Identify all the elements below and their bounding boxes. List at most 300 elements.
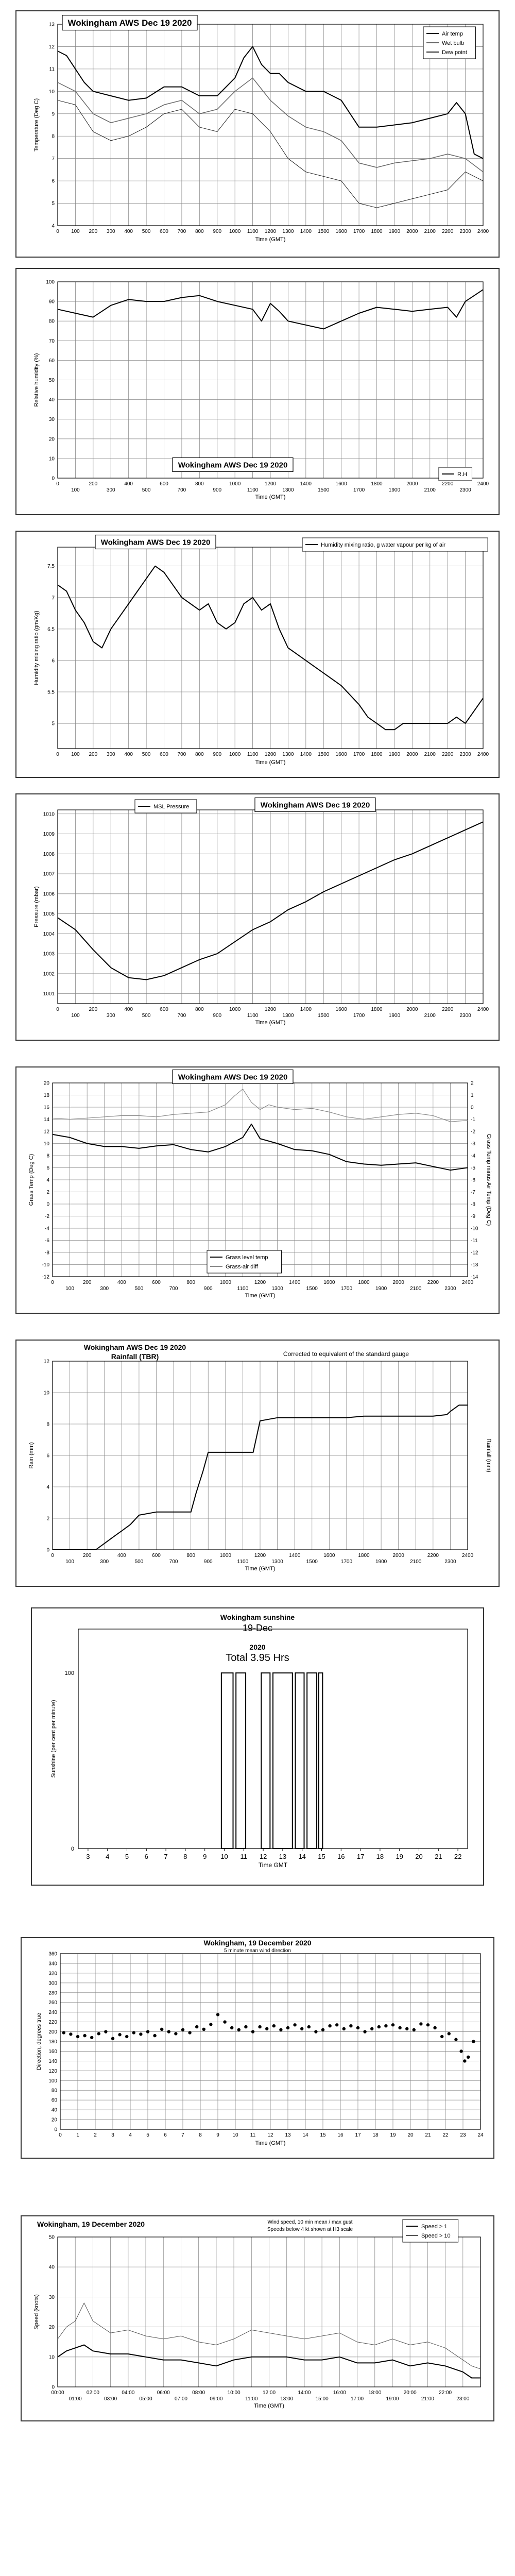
x-tick-label: 2 bbox=[94, 2132, 97, 2138]
x-axis-label: Time (GMT) bbox=[255, 1020, 286, 1026]
x-tick-label: 200 bbox=[89, 1007, 98, 1012]
x-tick-label: 03:00 bbox=[104, 2396, 117, 2402]
y-tick-label: 4 bbox=[46, 1177, 49, 1183]
wind-direction-point bbox=[202, 2028, 205, 2031]
y-axis-label: Direction, degrees true bbox=[36, 2012, 42, 2071]
wind-direction-point bbox=[167, 2030, 170, 2033]
y-tick-label: 5 bbox=[52, 721, 55, 727]
x-tick-label: 1100 bbox=[247, 487, 259, 493]
y-tick-label: 1001 bbox=[43, 991, 55, 997]
x-axis-label: Time (GMT) bbox=[245, 1566, 276, 1572]
y-tick-label: 2 bbox=[46, 1190, 49, 1195]
x-tick-label: 0 bbox=[56, 229, 59, 234]
x-tick-label: 900 bbox=[213, 487, 222, 493]
x-tick-label: 2400 bbox=[477, 481, 489, 487]
y-tick-label: 20 bbox=[51, 2117, 57, 2123]
wind-direction-point bbox=[286, 2026, 289, 2029]
x-tick-label: 300 bbox=[100, 1286, 109, 1292]
x-tick-label: 800 bbox=[195, 752, 204, 757]
y-tick-label: 160 bbox=[48, 2048, 57, 2055]
chart-temperature bbox=[15, 10, 500, 258]
x-tick-label: 1500 bbox=[318, 229, 330, 234]
x-tick-label: 2000 bbox=[392, 1280, 404, 1285]
y-tick-label: 6 bbox=[52, 178, 55, 184]
x-tick-label: 500 bbox=[142, 1013, 151, 1019]
legend-entry: MSL Pressure bbox=[153, 804, 190, 810]
wind-direction-point bbox=[153, 2034, 156, 2037]
x-tick-label: 8 bbox=[183, 1853, 187, 1860]
y-right-tick-label: -11 bbox=[471, 1238, 478, 1244]
x-tick-label: 1400 bbox=[300, 752, 312, 757]
y-tick-label: 10 bbox=[48, 89, 55, 95]
y-tick-label: 4 bbox=[46, 1484, 49, 1490]
x-tick-label: 100 bbox=[71, 1013, 80, 1019]
y-right-tick-label: -7 bbox=[471, 1190, 475, 1195]
x-tick-label: 1300 bbox=[282, 487, 294, 493]
x-tick-label: 10:00 bbox=[227, 2390, 241, 2396]
wind-direction-point bbox=[111, 2037, 114, 2040]
x-tick-label: 08:00 bbox=[192, 2390, 205, 2396]
x-tick-label: 1100 bbox=[237, 1286, 249, 1292]
x-tick-label: 200 bbox=[89, 752, 98, 757]
x-tick-label: 00:00 bbox=[51, 2390, 64, 2396]
y-tick-label: 7 bbox=[52, 156, 55, 162]
x-tick-label: 2000 bbox=[406, 1007, 418, 1012]
y-tick-label: 50 bbox=[48, 378, 55, 383]
y-tick-label: 5 bbox=[52, 201, 55, 207]
x-tick-label: 900 bbox=[203, 1286, 213, 1292]
x-tick-label: 22 bbox=[442, 2132, 449, 2138]
wind-direction-point bbox=[413, 2028, 416, 2031]
sunshine-bar bbox=[261, 1673, 270, 1849]
sunshine-bar bbox=[295, 1673, 304, 1849]
x-tick-label: 1100 bbox=[237, 1559, 249, 1565]
wind-direction-point bbox=[195, 2025, 198, 2028]
x-tick-label: 1700 bbox=[353, 1013, 365, 1019]
y-tick-label: 140 bbox=[48, 2058, 57, 2064]
grid-lines bbox=[58, 810, 483, 1004]
x-tick-label: 2100 bbox=[424, 229, 436, 234]
y-tick-label: -2 bbox=[45, 1214, 49, 1219]
x-tick-label: 18:00 bbox=[368, 2390, 382, 2396]
x-axis-label: Time (GMT) bbox=[255, 2140, 286, 2146]
wind-direction-point bbox=[160, 2028, 163, 2031]
wind-direction-point bbox=[467, 2056, 470, 2059]
y-axis-label: Rain (mm) bbox=[28, 1442, 35, 1469]
x-tick-label: 1200 bbox=[264, 1007, 277, 1012]
y-right-tick-label: 1 bbox=[471, 1093, 474, 1098]
x-tick-label: 2300 bbox=[459, 229, 471, 234]
x-tick-label: 1400 bbox=[300, 481, 312, 487]
x-tick-label: 7 bbox=[181, 2132, 184, 2138]
wind-direction-point bbox=[433, 2026, 436, 2029]
y-tick-label: 0 bbox=[52, 476, 55, 482]
y-tick-label: 0 bbox=[71, 1846, 74, 1852]
x-tick-label: 11:00 bbox=[245, 2396, 258, 2402]
x-axis-label: Time GMT bbox=[258, 1861, 288, 1869]
x-tick-label: 500 bbox=[134, 1559, 144, 1565]
y-tick-label: 9 bbox=[52, 111, 55, 117]
x-tick-label: 15 bbox=[320, 2132, 326, 2138]
x-tick-label: 09:00 bbox=[210, 2396, 223, 2402]
wind-direction-point bbox=[223, 2020, 226, 2023]
x-tick-label: 9 bbox=[203, 1853, 207, 1860]
x-tick-label: 19 bbox=[396, 1853, 403, 1860]
x-tick-label: 04:00 bbox=[122, 2390, 135, 2396]
y-axis-label: Grass Temp (Deg C) bbox=[28, 1154, 35, 1206]
x-tick-label: 600 bbox=[152, 1280, 161, 1285]
x-tick-label: 2200 bbox=[427, 1553, 439, 1558]
x-tick-label: 1900 bbox=[388, 229, 401, 234]
x-tick-label: 400 bbox=[117, 1280, 126, 1285]
y-tick-label: 12 bbox=[43, 1129, 49, 1135]
y-right-tick-label: -14 bbox=[471, 1274, 478, 1280]
wind-direction-point bbox=[181, 2028, 184, 2031]
x-tick-label: 16:00 bbox=[333, 2390, 346, 2396]
x-tick-label: 500 bbox=[142, 229, 151, 234]
x-tick-label: 14:00 bbox=[298, 2390, 311, 2396]
x-tick-label: 2400 bbox=[477, 229, 489, 234]
wind-direction-point bbox=[216, 2013, 219, 2016]
chart-total: Total 3.95 Hrs bbox=[226, 1652, 289, 1664]
x-tick-label: 2300 bbox=[459, 1013, 471, 1019]
temperature-chart-svg bbox=[16, 11, 499, 257]
x-tick-label: 1800 bbox=[358, 1280, 370, 1285]
x-tick-label: 1300 bbox=[271, 1286, 283, 1292]
x-tick-label: 1600 bbox=[335, 1007, 347, 1012]
x-tick-label: 2300 bbox=[459, 752, 471, 757]
legend-entry: Dew point bbox=[442, 49, 467, 56]
x-tick-label: 400 bbox=[117, 1553, 126, 1558]
y-tick-label: 100 bbox=[64, 1670, 74, 1677]
y-tick-label: 80 bbox=[51, 2088, 57, 2094]
x-tick-label: 1800 bbox=[371, 229, 383, 234]
x-tick-label: 01:00 bbox=[68, 2396, 82, 2402]
x-tick-label: 700 bbox=[177, 752, 186, 757]
x-tick-label: 2100 bbox=[424, 1013, 436, 1019]
x-tick-label: 1900 bbox=[388, 487, 401, 493]
x-tick-label: 1300 bbox=[282, 229, 294, 234]
x-tick-label: 15 bbox=[318, 1853, 325, 1860]
x-tick-label: 1800 bbox=[371, 481, 383, 487]
y-tick-label: 16 bbox=[43, 1105, 49, 1111]
x-tick-label: 10 bbox=[220, 1853, 228, 1860]
x-tick-label: 1400 bbox=[300, 1007, 312, 1012]
wind-direction-point bbox=[97, 2032, 100, 2035]
wind-direction-point bbox=[83, 2034, 86, 2037]
x-tick-label: 1 bbox=[76, 2132, 79, 2138]
y-tick-label: -6 bbox=[45, 1238, 49, 1244]
y-tick-label: 8 bbox=[46, 1421, 49, 1428]
x-tick-label: 1600 bbox=[323, 1553, 335, 1558]
legend-entry: Speed > 10 bbox=[421, 2233, 451, 2239]
x-tick-label: 100 bbox=[71, 487, 80, 493]
y-tick-label: 1006 bbox=[43, 891, 55, 897]
wind-direction-point bbox=[370, 2027, 373, 2030]
wind-direction-point bbox=[440, 2035, 443, 2038]
x-tick-label: 1900 bbox=[388, 1013, 401, 1019]
x-tick-label: 500 bbox=[142, 487, 151, 493]
legend-entry: R.H bbox=[457, 471, 467, 478]
y-right-axis-label: Rainfall (mm) bbox=[486, 1438, 492, 1472]
x-tick-label: 1500 bbox=[306, 1559, 318, 1565]
x-tick-label: 400 bbox=[124, 1007, 133, 1012]
legend-entry: Wet bulb bbox=[442, 40, 465, 46]
grid-lines bbox=[58, 24, 483, 226]
y-tick-label: 6 bbox=[46, 1165, 49, 1171]
sunshine-bar bbox=[221, 1673, 233, 1849]
y-tick-label: 60 bbox=[51, 2097, 57, 2104]
x-tick-label: 20 bbox=[415, 1853, 423, 1860]
y-tick-label: 10 bbox=[48, 456, 55, 462]
wind-direction-point bbox=[349, 2024, 352, 2027]
y-tick-label: 7.5 bbox=[47, 564, 55, 570]
legend-entry: Grass level temp bbox=[226, 1255, 268, 1261]
y-tick-label: 40 bbox=[51, 2107, 57, 2113]
x-tick-label: 300 bbox=[106, 752, 115, 757]
wind-direction-point bbox=[398, 2026, 401, 2029]
x-tick-label: 5 bbox=[146, 2132, 149, 2138]
x-tick-label: 100 bbox=[71, 229, 80, 234]
wind-direction-point bbox=[335, 2023, 338, 2026]
x-tick-label: 10 bbox=[232, 2132, 238, 2138]
x-tick-label: 0 bbox=[56, 481, 59, 487]
wind-direction-point bbox=[472, 2040, 475, 2043]
x-tick-label: 200 bbox=[82, 1280, 92, 1285]
x-tick-label: 13 bbox=[285, 2132, 291, 2138]
mixing-ratio-chart-svg bbox=[16, 532, 499, 777]
x-tick-label: 7 bbox=[164, 1853, 168, 1860]
x-tick-label: 700 bbox=[169, 1559, 178, 1565]
chart-subtitle: Wind speed, 10 min mean / max gust bbox=[267, 2219, 353, 2225]
x-tick-label: 1200 bbox=[264, 752, 277, 757]
y-tick-label: 240 bbox=[48, 2010, 57, 2016]
wind-direction-point bbox=[69, 2032, 72, 2036]
x-tick-label: 1100 bbox=[247, 229, 259, 234]
x-tick-label: 1900 bbox=[375, 1286, 387, 1292]
x-tick-label: 1200 bbox=[254, 1280, 266, 1285]
wind-direction-point bbox=[342, 2027, 346, 2030]
sunshine-bar bbox=[236, 1673, 246, 1849]
chart-title: Wokingham AWS Dec 19 2020 bbox=[178, 1073, 288, 1082]
wind-direction-point bbox=[188, 2031, 191, 2034]
x-tick-label: 12:00 bbox=[262, 2390, 276, 2396]
x-tick-label: 12 bbox=[259, 1853, 267, 1860]
y-tick-label: 40 bbox=[48, 397, 55, 403]
y-right-tick-label: -12 bbox=[471, 1250, 478, 1256]
y-tick-label: 10 bbox=[43, 1141, 49, 1147]
y-tick-label: 50 bbox=[48, 2234, 55, 2241]
x-tick-label: 1700 bbox=[353, 752, 365, 757]
x-tick-label: 20:00 bbox=[403, 2390, 417, 2396]
x-tick-label: 14 bbox=[298, 1853, 306, 1860]
wind-direction-point bbox=[209, 2023, 212, 2026]
x-tick-label: 300 bbox=[106, 487, 115, 493]
wind-direction-point bbox=[377, 2025, 381, 2028]
pressure-chart-svg bbox=[16, 794, 499, 1040]
chart-date: 19-Dec bbox=[242, 1623, 273, 1633]
wind-direction-point bbox=[448, 2032, 451, 2035]
wind-direction-point bbox=[118, 2033, 121, 2036]
x-tick-label: 2000 bbox=[392, 1553, 404, 1558]
y-right-tick-label: -13 bbox=[471, 1262, 478, 1268]
x-tick-label: 200 bbox=[89, 229, 98, 234]
x-tick-label: 600 bbox=[160, 229, 168, 234]
wind-direction-point bbox=[391, 2023, 394, 2026]
wind-direction-point bbox=[454, 2038, 457, 2041]
x-tick-label: 0 bbox=[51, 1553, 54, 1558]
y-tick-label: 7 bbox=[52, 595, 55, 601]
x-tick-label: 1700 bbox=[340, 1559, 353, 1565]
x-tick-label: 22:00 bbox=[439, 2390, 452, 2396]
wind-direction-point bbox=[237, 2028, 241, 2031]
x-tick-label: 1400 bbox=[289, 1553, 301, 1558]
x-tick-label: 1800 bbox=[358, 1553, 370, 1558]
x-tick-label: 300 bbox=[106, 1013, 115, 1019]
x-tick-label: 02:00 bbox=[86, 2390, 99, 2396]
chart-pressure bbox=[15, 793, 500, 1041]
x-tick-label: 17 bbox=[356, 1853, 365, 1860]
x-tick-label: 800 bbox=[186, 1553, 196, 1558]
x-tick-label: 2400 bbox=[461, 1553, 474, 1558]
x-tick-label: 900 bbox=[203, 1559, 213, 1565]
grass-temperature-chart-svg bbox=[16, 1067, 499, 1313]
x-axis-label: Time (GMT) bbox=[245, 1293, 276, 1299]
wind-direction-point bbox=[244, 2025, 247, 2028]
x-tick-label: 14 bbox=[302, 2132, 308, 2138]
y-tick-label: 360 bbox=[48, 1951, 57, 1957]
x-tick-label: 2200 bbox=[442, 752, 454, 757]
x-tick-label: 700 bbox=[177, 487, 186, 493]
x-tick-label: 2200 bbox=[427, 1280, 439, 1285]
x-tick-label: 1900 bbox=[388, 752, 401, 757]
y-tick-label: 340 bbox=[48, 1961, 57, 1967]
chart-title: Wokingham AWS Dec 19 2020 bbox=[178, 461, 288, 470]
x-tick-label: 6 bbox=[144, 1853, 148, 1860]
rainfall-chart-svg bbox=[16, 1341, 499, 1586]
x-tick-label: 0 bbox=[56, 752, 59, 757]
x-tick-label: 0 bbox=[59, 2132, 62, 2138]
chart-relative-humidity bbox=[15, 268, 500, 515]
humidity-chart-svg bbox=[16, 269, 499, 514]
x-tick-label: 16 bbox=[337, 1853, 345, 1860]
x-tick-label: 500 bbox=[142, 752, 151, 757]
chart-rainfall bbox=[15, 1340, 500, 1587]
x-tick-label: 22 bbox=[454, 1853, 462, 1860]
x-tick-label: 4 bbox=[106, 1853, 110, 1860]
x-tick-label: 200 bbox=[89, 481, 98, 487]
chart-grass-temperature bbox=[15, 1066, 500, 1314]
x-tick-label: 1200 bbox=[254, 1553, 266, 1558]
chart-title: Wokingham, 19 December 2020 bbox=[203, 1939, 312, 1947]
y-tick-label: 1008 bbox=[43, 851, 55, 857]
y-axis-label: Temperature (Deg C) bbox=[33, 98, 40, 152]
x-tick-label: 18 bbox=[376, 1853, 384, 1860]
wind-direction-point bbox=[293, 2023, 296, 2026]
x-tick-label: 18 bbox=[372, 2132, 379, 2138]
wind-direction-point bbox=[328, 2024, 331, 2027]
y-tick-label: 20 bbox=[48, 2325, 55, 2331]
grid-lines bbox=[53, 1361, 468, 1550]
x-axis-label: Time (GMT) bbox=[255, 494, 286, 500]
wind-direction-point bbox=[321, 2028, 324, 2031]
y-tick-label: 40 bbox=[48, 2264, 55, 2270]
wind-direction-point bbox=[76, 2035, 79, 2038]
x-tick-label: 1500 bbox=[318, 487, 330, 493]
x-tick-label: 1200 bbox=[264, 481, 277, 487]
x-tick-label: 300 bbox=[100, 1559, 109, 1565]
x-tick-label: 1600 bbox=[335, 229, 347, 234]
x-tick-label: 1600 bbox=[335, 481, 347, 487]
x-tick-label: 1800 bbox=[371, 752, 383, 757]
x-tick-label: 1400 bbox=[289, 1280, 301, 1285]
chart-mixing-ratio bbox=[15, 531, 500, 778]
x-tick-label: 2300 bbox=[444, 1559, 456, 1565]
wind-direction-point bbox=[132, 2031, 135, 2034]
grid-lines bbox=[53, 1083, 468, 1277]
y-axis-label: Relative humidity (%) bbox=[33, 353, 40, 407]
y-tick-label: 280 bbox=[48, 1990, 57, 1996]
x-tick-label: 1000 bbox=[229, 752, 241, 757]
chart-title: Wokingham AWS Dec 19 2020 bbox=[260, 801, 370, 810]
y-right-tick-label: -9 bbox=[471, 1214, 475, 1219]
x-tick-label: 06:00 bbox=[157, 2390, 170, 2396]
x-tick-label: 100 bbox=[71, 752, 80, 757]
y-tick-label: 1004 bbox=[43, 931, 55, 937]
x-tick-label: 400 bbox=[124, 229, 133, 234]
x-tick-label: 2100 bbox=[424, 487, 436, 493]
x-tick-label: 05:00 bbox=[139, 2396, 152, 2402]
y-tick-label: 1003 bbox=[43, 951, 55, 957]
y-tick-label: 20 bbox=[48, 436, 55, 443]
x-tick-label: 6 bbox=[164, 2132, 167, 2138]
y-tick-label: 30 bbox=[48, 417, 55, 423]
y-right-tick-label: -5 bbox=[471, 1165, 475, 1171]
x-tick-label: 07:00 bbox=[174, 2396, 187, 2402]
grid-lines bbox=[58, 282, 483, 478]
x-tick-label: 2300 bbox=[459, 487, 471, 493]
x-tick-label: 1500 bbox=[306, 1286, 318, 1292]
y-tick-label: -10 bbox=[42, 1262, 49, 1268]
chart-wind-direction bbox=[21, 1937, 494, 2159]
x-tick-label: 700 bbox=[177, 1013, 186, 1019]
wind-direction-point bbox=[463, 2059, 466, 2062]
x-tick-label: 800 bbox=[186, 1280, 196, 1285]
y-tick-label: 120 bbox=[48, 2068, 57, 2074]
wind-direction-point bbox=[419, 2022, 422, 2025]
grid-lines bbox=[58, 547, 483, 749]
wind-direction-point bbox=[230, 2026, 233, 2029]
wind-direction-point bbox=[62, 2031, 65, 2034]
x-tick-label: 500 bbox=[134, 1286, 144, 1292]
y-axis-label: Sunshine (per cent per minute) bbox=[50, 1700, 57, 1778]
x-tick-label: 0 bbox=[56, 1007, 59, 1012]
x-tick-label: 100 bbox=[65, 1286, 74, 1292]
x-tick-label: 1200 bbox=[264, 229, 277, 234]
x-tick-label: 16 bbox=[337, 2132, 344, 2138]
wind-direction-point bbox=[426, 2023, 430, 2026]
y-tick-label: 300 bbox=[48, 1980, 57, 1987]
x-tick-label: 2200 bbox=[442, 1007, 454, 1012]
y-axis-label: Pressure (mbar) bbox=[33, 886, 40, 927]
y-tick-label: 0 bbox=[54, 2127, 57, 2133]
chart-subtitle: 5 minute mean wind direction bbox=[224, 1948, 291, 1954]
chart-wind-speed bbox=[21, 2215, 494, 2421]
y-right-tick-label: 0 bbox=[471, 1105, 474, 1111]
y-tick-label: 6.5 bbox=[47, 626, 55, 633]
x-tick-label: 1000 bbox=[229, 229, 241, 234]
y-tick-label: 0 bbox=[46, 1201, 49, 1208]
